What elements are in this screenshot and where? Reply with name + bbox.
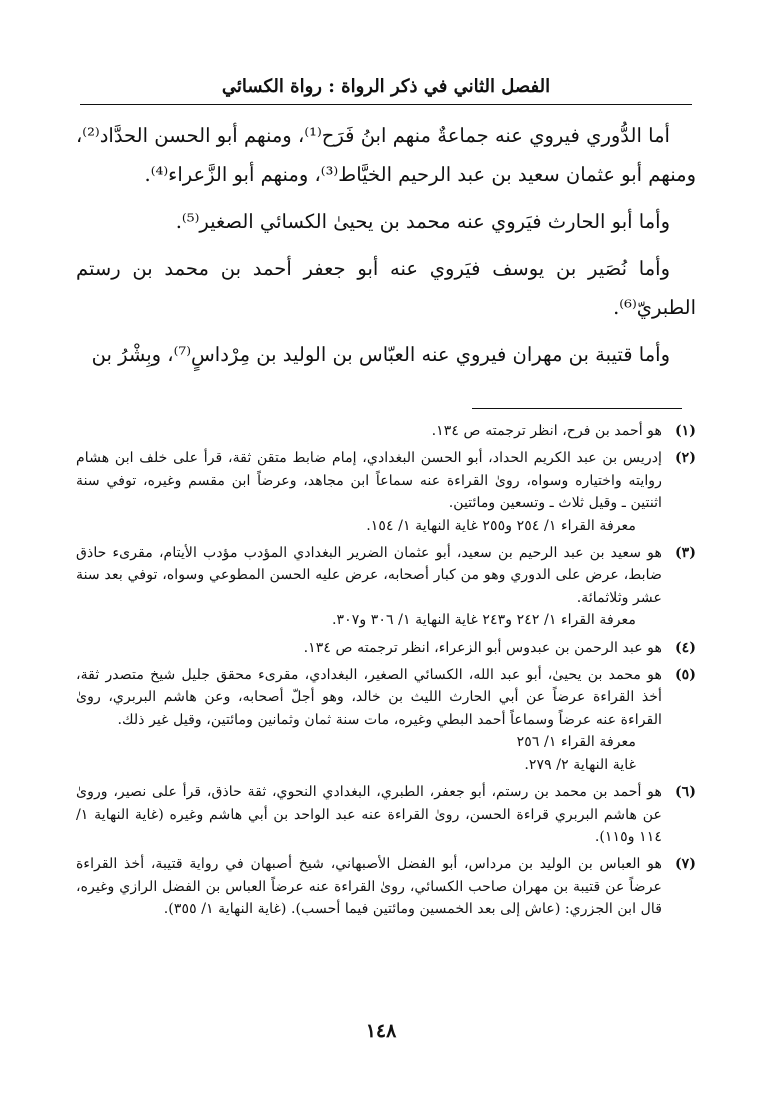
footnote-body [76, 664, 662, 776]
footnote-number: (٥) [674, 667, 696, 684]
page-number: ١٤٨ [365, 1020, 397, 1042]
footnote-number: (١) [674, 423, 696, 439]
footnote-body [76, 420, 662, 442]
footnote-text: هو محمد بن يحيىٰ، أبو عبد الله، الكسائي الصغير، البغدادي، مقرىء محقق جليل شيخ متصدر ثقة، أخذ القراءة عرضاً عن أبي الحارث الليث بن خالد، وهو أجلّ أصحابه، وعن هاشم البربري، روىٰ القراءة عنه عرضاً وسماعاً أحمد البطي وغيره، مات سنة ثمان وثمانين ومائتين، وقيل غير ذلك. [76, 667, 662, 728]
footnote [76, 781, 696, 848]
footnote-text: هو أحمد بن فرح، انظر ترجمته ص ١٣٤. [431, 423, 662, 439]
footnote-reference: معرفة القراء ١/ ٢٥٤ و٢٥٥ غاية النهاية ١/ ١٥٤. [366, 517, 636, 534]
footnote-text: هو سعيد بن عبد الرحيم بن سعيد، أبو عثمان الضرير البغدادي المؤدب مؤدب الأيتام، مقرىء حاذق ضابط، عرض على الدوري وهو من كبار أصحابه، عرض عليه الحسن المطوعي وسواه، توفي بعد سنة عشر وثلاثمائة. [76, 545, 662, 606]
footnote-body [76, 781, 662, 848]
footnote-number: (٤) [674, 639, 696, 656]
footnote-text: هو عبد الرحمن بن عبدوس أبو الزعراء، انظر ترجمته ص ١٣٤. [303, 639, 662, 656]
footnote-body [76, 447, 662, 537]
footnote [76, 637, 696, 659]
footnote-text: هو العباس بن الوليد بن مرداس، أبو الفضل الأصبهاني، شيخ أصبهان في رواية قتيبة، أخذ القراءة عرضاً عن قتيبة بن مهران صاحب الكسائي، روىٰ القراءة عنه عرضاً العباس بن الفضل الرازي وغيره، قال ابن الجزري: (عاش إلى بعد الخمسين ومائتين فيما أحسب). (غاية النهاية ١/ ٣٥٥). [76, 856, 662, 918]
main-text [76, 116, 696, 382]
footnote-text: هو أحمد بن محمد بن رستم، أبو جعفر، الطبري، البغدادي النحوي، ثقة حاذق، قرأ على نصير، وروىٰ عن هاشم البربري قراءة الحسن، روىٰ القراءة عنه عبد الواحد بن أبي هاشم وغيره (غاية النهاية ١/ ١١٤ و١١٥). [76, 784, 662, 845]
paragraph-nusayr: وأما نُصَير بن يوسف فيَروي عنه أبو جعفر أحمد بن محمد بن رستم الطبريّ⁽⁶⁾. [76, 257, 696, 319]
footnote-reference: معرفة القراء ١/ ٢٤٢ و٢٤٣ غاية النهاية ١/ ٣٠٦ و٣٠٧. [332, 612, 636, 629]
footnote-number: (٣) [674, 545, 696, 562]
footnotes [76, 420, 696, 926]
footnote-body [76, 853, 662, 920]
footnote [76, 447, 696, 537]
paragraph-abu-alharith: وأما أبو الحارث فيَروي عنه محمد بن يحيىٰ الكسائي الصغير⁽⁵⁾. [175, 210, 670, 233]
footnote-number: (٦) [674, 784, 696, 801]
footnote-body [76, 542, 662, 632]
footnote-reference: غاية النهاية ٢/ ٢٧٩. [524, 756, 636, 773]
footnote [76, 420, 696, 442]
footnote-reference: معرفة القراء ١/ ٢٥٦ [516, 734, 636, 751]
footnote-number: (٢) [674, 450, 696, 467]
footnote-rule [472, 408, 682, 409]
paragraph-qutayba: وأما قتيبة بن مهران فيروي عنه العبّاس بن الوليد بن مِرْداسٍ⁽⁷⁾، وبِشْرُ بن [91, 343, 670, 366]
footnote-number: (٧) [674, 856, 696, 873]
footnote-text: إدريس بن عبد الكريم الحداد، أبو الحسن البغدادي، إمام ضابط متقن ثقة، قرأ على خلف ابن هشام روايته واختياره وسواه، روىٰ القراءة عنه سماعاً ابن مجاهد، وعرضاً ابن مقسم وغيره، توفي سنة اثنتين ـ وقيل ثلاث ـ وتسعين ومائتين. [76, 450, 662, 512]
paragraph-doori: أما الدُّوري فيروي عنه جماعةٌ منهم ابنُ فَرَح⁽¹⁾، ومنهم أبو الحسن الحدَّاد⁽²⁾، ومنهم أبو عثمان سعيد بن عبد الرحيم الخيَّاط⁽³⁾، ومنهم أبو الزَّعراء⁽⁴⁾. [76, 124, 696, 186]
footnote [76, 664, 696, 776]
footnote [76, 853, 696, 920]
header-rule [80, 104, 692, 105]
running-header: الفصل الثاني في ذكر الرواة : رواة الكسائي [221, 76, 551, 97]
footnote-body [76, 637, 662, 659]
footnote [76, 542, 696, 632]
